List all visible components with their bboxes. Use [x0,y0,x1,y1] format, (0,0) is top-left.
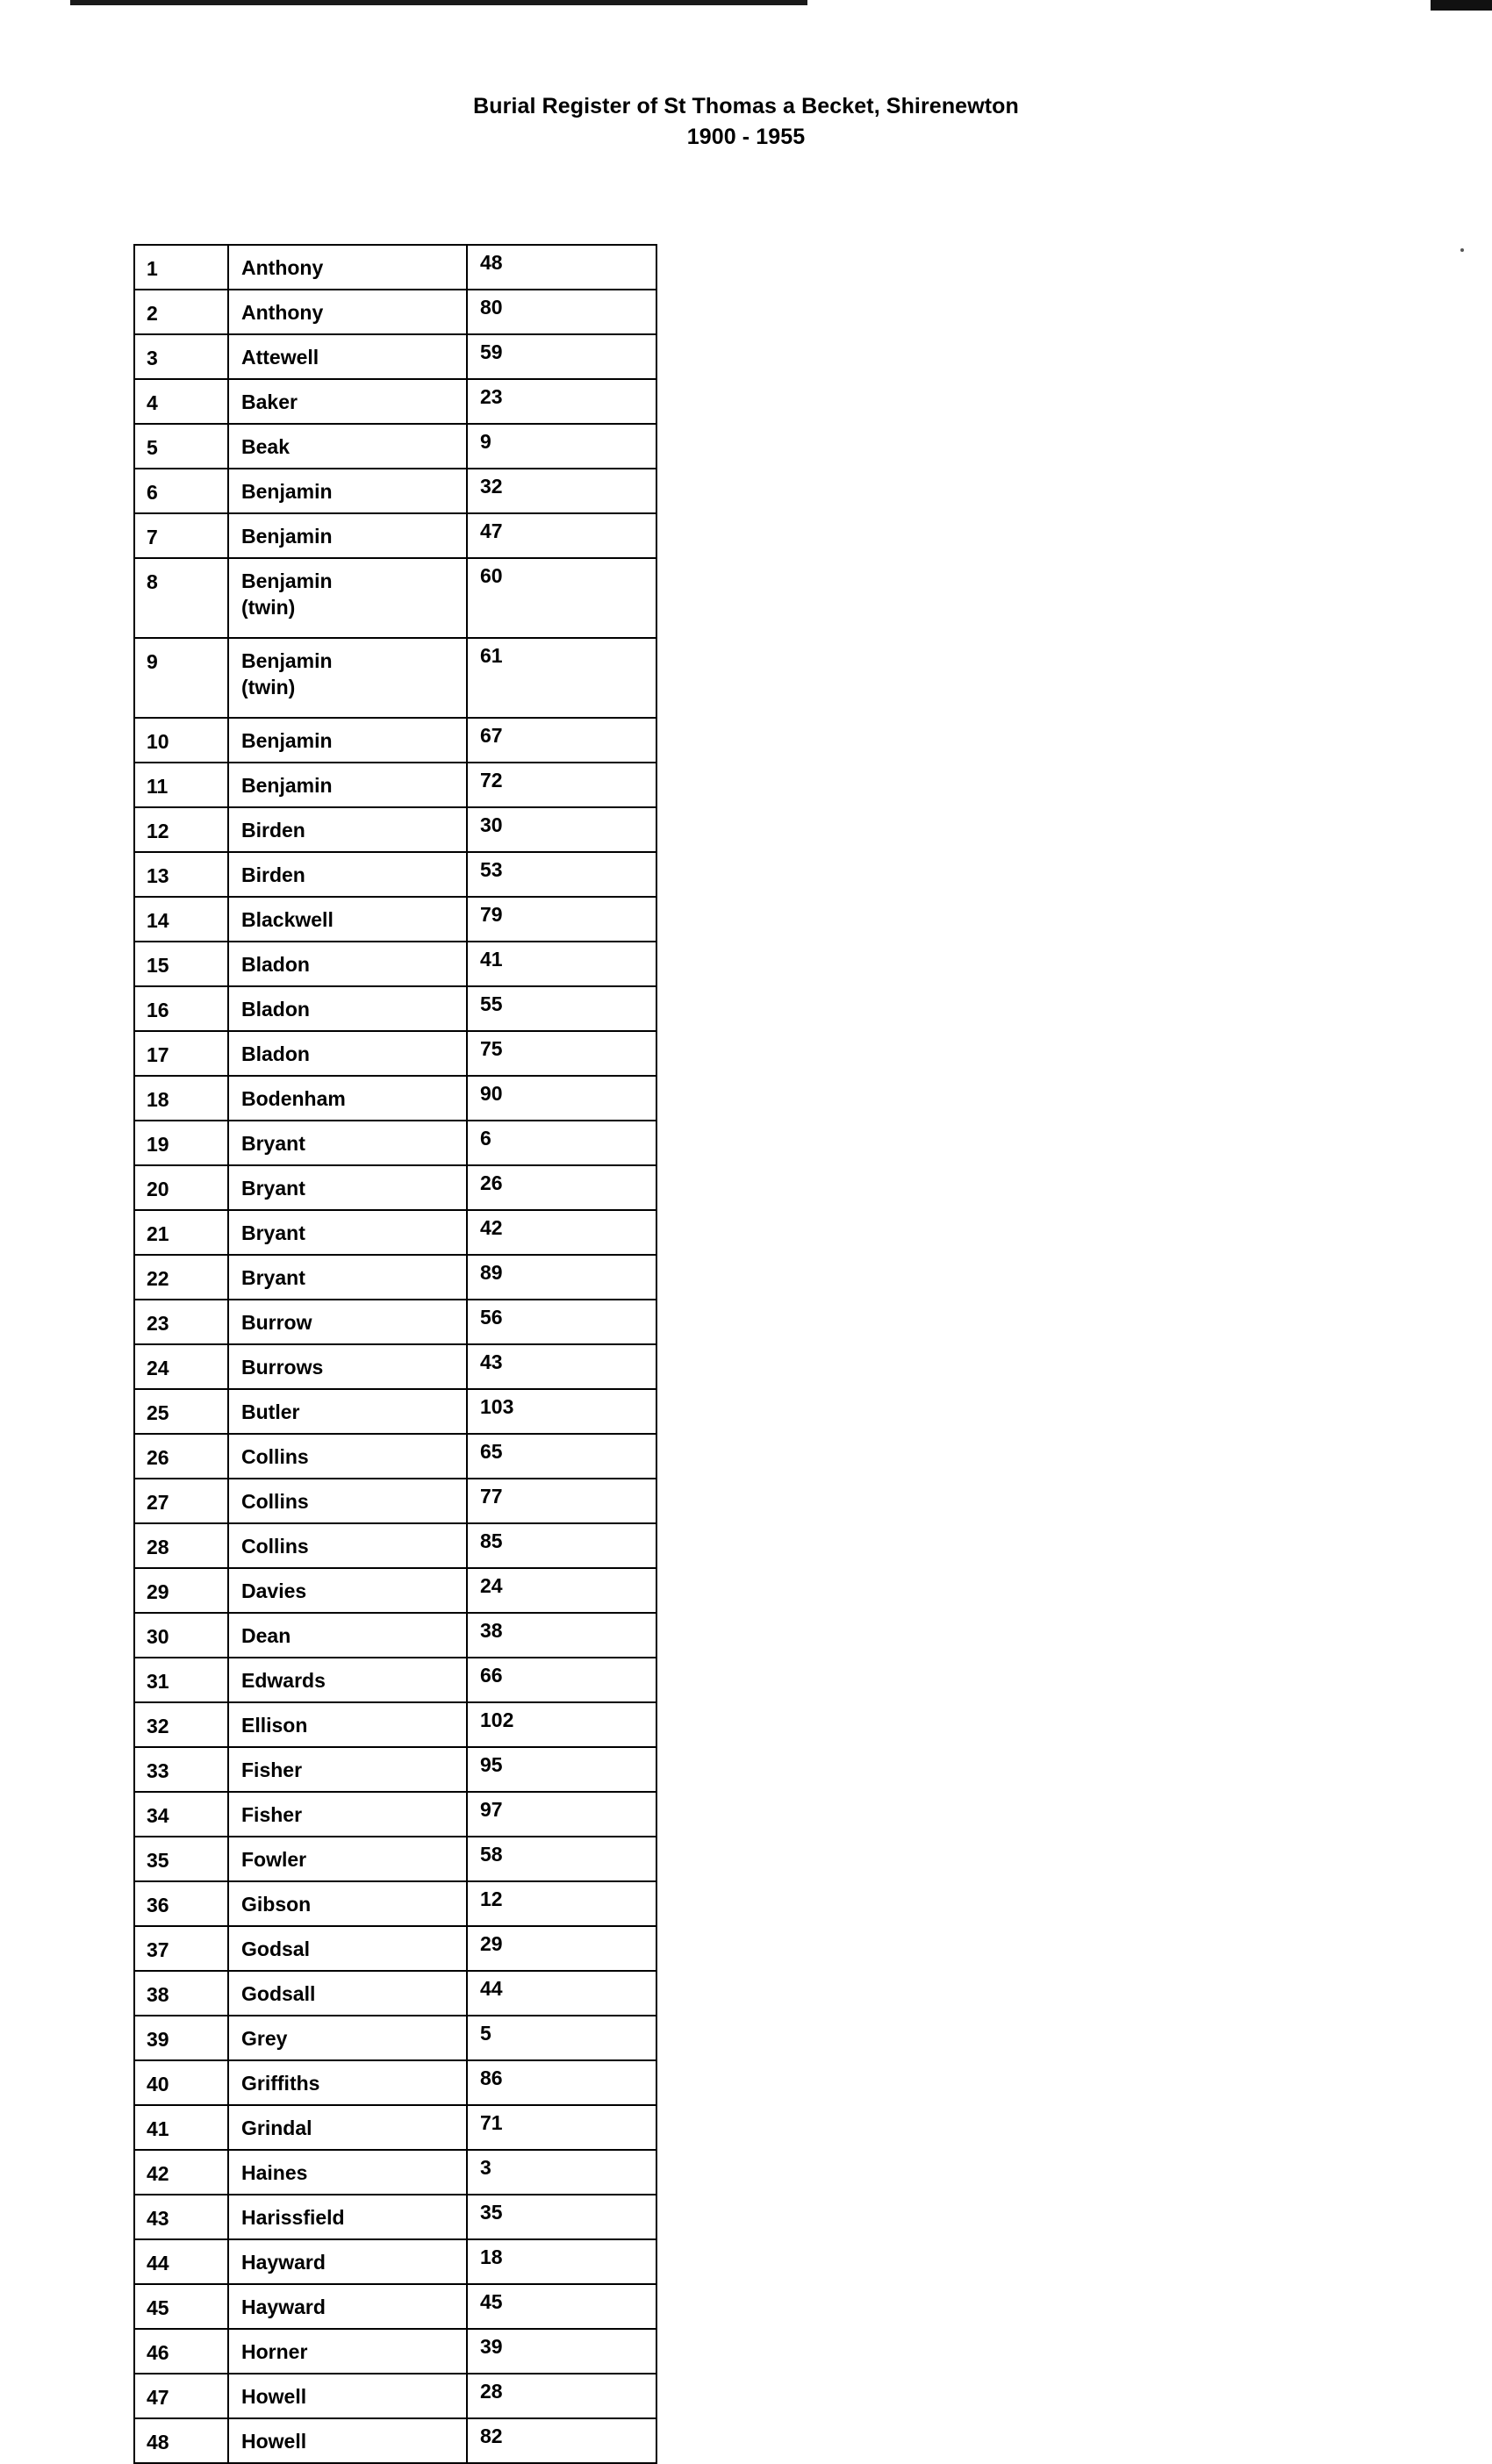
surname-text: Collins [241,1490,309,1513]
table-row [134,334,656,379]
surname-text: Attewell [241,346,319,369]
scan-artifact-top-left [70,0,807,5]
table-row [134,2060,656,2105]
surname-text: Ellison [241,1714,308,1737]
row-number: 2 [134,290,228,334]
row-number: 20 [134,1165,228,1210]
row-age: 42 [467,1210,656,1255]
row-surname [228,245,467,290]
row-number: 28 [134,1523,228,1568]
surname-text: Benjamin [241,649,333,672]
row-age: 41 [467,942,656,986]
row-number: 40 [134,2060,228,2105]
row-surname [228,558,467,638]
row-number: 19 [134,1121,228,1165]
row-number: 6 [134,469,228,513]
row-age: 77 [467,1479,656,1523]
row-age: 80 [467,290,656,334]
table-row [134,379,656,424]
table-row [134,2016,656,2060]
row-number: 46 [134,2329,228,2374]
row-surname [228,1702,467,1747]
row-age: 95 [467,1747,656,1792]
row-number: 15 [134,942,228,986]
row-number: 34 [134,1792,228,1837]
row-number: 36 [134,1881,228,1926]
surname-text: Howell [241,2385,307,2408]
surname-text: Griffiths [241,2072,320,2095]
table-row [134,897,656,942]
surname-text: Edwards [241,1669,326,1692]
row-surname [228,1881,467,1926]
row-age: 35 [467,2195,656,2239]
surname-text: Bryant [241,1132,305,1155]
row-age: 30 [467,807,656,852]
row-surname [228,2329,467,2374]
row-number: 3 [134,334,228,379]
table-row [134,1479,656,1523]
row-surname [228,1613,467,1658]
row-number: 37 [134,1926,228,1971]
table-row [134,2374,656,2418]
row-number: 26 [134,1434,228,1479]
row-surname [228,1031,467,1076]
surname-text: Haines [241,2161,308,2184]
row-number: 39 [134,2016,228,2060]
row-number: 9 [134,638,228,718]
row-surname [228,513,467,558]
row-number: 8 [134,558,228,638]
row-surname [228,986,467,1031]
row-surname [228,1523,467,1568]
row-age: 75 [467,1031,656,1076]
row-number: 47 [134,2374,228,2418]
table-row [134,1747,656,1792]
row-age: 28 [467,2374,656,2418]
table-row [134,1300,656,1344]
surname-text: Bladon [241,1042,310,1065]
burial-register-table [133,244,657,2464]
row-age: 60 [467,558,656,638]
row-number: 18 [134,1076,228,1121]
table-row [134,1926,656,1971]
row-age: 71 [467,2105,656,2150]
row-age: 53 [467,852,656,897]
table-row [134,513,656,558]
row-number: 12 [134,807,228,852]
row-surname [228,638,467,718]
row-age: 44 [467,1971,656,2016]
table-row [134,424,656,469]
row-surname [228,1344,467,1389]
row-number: 42 [134,2150,228,2195]
table-row [134,1121,656,1165]
row-age: 23 [467,379,656,424]
surname-text: Collins [241,1445,309,1468]
row-age: 82 [467,2418,656,2463]
table-row [134,1344,656,1389]
row-age: 18 [467,2239,656,2284]
surname-text: Horner [241,2340,308,2363]
row-surname [228,1747,467,1792]
row-number: 23 [134,1300,228,1344]
page-title-line-2: 1900 - 1955 [686,124,806,149]
row-surname [228,2060,467,2105]
surname-text: Fisher [241,1803,303,1826]
surname-text: Baker [241,390,298,413]
row-surname [228,942,467,986]
row-number: 41 [134,2105,228,2150]
row-age: 26 [467,1165,656,1210]
table-row [134,986,656,1031]
row-age: 5 [467,2016,656,2060]
page-title-line-1: Burial Register of St Thomas a Becket, Shirenewton [473,94,1019,118]
row-surname [228,1389,467,1434]
row-surname [228,852,467,897]
row-surname [228,1121,467,1165]
row-surname [228,1568,467,1613]
row-surname [228,1165,467,1210]
row-surname [228,1926,467,1971]
surname-text: Bryant [241,1221,305,1244]
table-row [134,1792,656,1837]
surname-text: Benjamin [241,569,333,592]
table-row [134,1881,656,1926]
row-age: 58 [467,1837,656,1881]
row-surname [228,1434,467,1479]
row-age: 79 [467,897,656,942]
row-surname [228,1792,467,1837]
row-surname [228,2284,467,2329]
row-surname [228,334,467,379]
table-row [134,1658,656,1702]
surname-text: Bryant [241,1266,305,1289]
table-row [134,2284,656,2329]
surname-text: Bladon [241,953,310,976]
surname-text: Beak [241,435,290,458]
row-number: 1 [134,245,228,290]
row-surname [228,897,467,942]
row-surname [228,1837,467,1881]
surname-text: Harissfield [241,2206,345,2229]
surname-note: (twin) [241,596,296,620]
row-age: 72 [467,763,656,807]
row-number: 22 [134,1255,228,1300]
row-surname [228,718,467,763]
surname-text: Anthony [241,301,324,324]
surname-text: Benjamin [241,525,333,548]
table-row [134,852,656,897]
table-row [134,1210,656,1255]
row-age: 24 [467,1568,656,1613]
row-number: 16 [134,986,228,1031]
table-row [134,638,656,718]
surname-text: Grindal [241,2117,312,2139]
surname-text: Fowler [241,1848,307,1871]
row-number: 14 [134,897,228,942]
row-age: 103 [467,1389,656,1434]
table-row [134,718,656,763]
table-row [134,1523,656,1568]
surname-text: Hayward [241,2296,326,2318]
row-surname [228,2016,467,2060]
table-row [134,2105,656,2150]
row-surname [228,290,467,334]
surname-text: Bryant [241,1177,305,1200]
surname-text: Birden [241,863,305,886]
row-age: 90 [467,1076,656,1121]
row-age: 86 [467,2060,656,2105]
surname-text: Godsal [241,1938,310,1960]
table-row [134,1165,656,1210]
table-row [134,1837,656,1881]
table-row [134,558,656,638]
row-age: 45 [467,2284,656,2329]
row-age: 32 [467,469,656,513]
table-row [134,1971,656,2016]
table-row [134,1076,656,1121]
row-number: 32 [134,1702,228,1747]
row-surname [228,2150,467,2195]
row-age: 61 [467,638,656,718]
table-row [134,469,656,513]
surname-text: Butler [241,1400,300,1423]
table-row [134,2150,656,2195]
table-row [134,1434,656,1479]
row-number: 25 [134,1389,228,1434]
page-title [0,91,1492,152]
row-age: 97 [467,1792,656,1837]
surname-text: Benjamin [241,774,333,797]
row-number: 17 [134,1031,228,1076]
row-age: 89 [467,1255,656,1300]
row-age: 85 [467,1523,656,1568]
row-age: 9 [467,424,656,469]
row-age: 12 [467,1881,656,1926]
row-age: 66 [467,1658,656,1702]
row-age: 102 [467,1702,656,1747]
table-row [134,2418,656,2463]
row-surname [228,1255,467,1300]
burial-register-body [134,245,656,2463]
table-row [134,807,656,852]
surname-text: Davies [241,1579,307,1602]
surname-text: Bodenham [241,1087,346,1110]
row-surname [228,469,467,513]
table-row [134,2329,656,2374]
surname-text: Burrows [241,1356,324,1379]
surname-text: Gibson [241,1893,312,1916]
table-row [134,290,656,334]
row-number: 30 [134,1613,228,1658]
row-surname [228,424,467,469]
row-age: 47 [467,513,656,558]
surname-text: Dean [241,1624,291,1647]
table-row [134,1031,656,1076]
row-age: 3 [467,2150,656,2195]
row-number: 4 [134,379,228,424]
scan-speck [1460,248,1464,252]
row-number: 33 [134,1747,228,1792]
row-number: 10 [134,718,228,763]
surname-text: Fisher [241,1758,303,1781]
surname-note: (twin) [241,676,296,699]
row-age: 38 [467,1613,656,1658]
row-age: 67 [467,718,656,763]
row-age: 29 [467,1926,656,1971]
row-number: 24 [134,1344,228,1389]
row-age: 43 [467,1344,656,1389]
row-surname [228,807,467,852]
surname-text: Bladon [241,998,310,1021]
row-surname [228,1971,467,2016]
surname-text: Grey [241,2027,288,2050]
row-age: 59 [467,334,656,379]
surname-text: Howell [241,2430,307,2453]
row-number: 35 [134,1837,228,1881]
row-number: 13 [134,852,228,897]
table-row [134,1255,656,1300]
row-number: 7 [134,513,228,558]
row-surname [228,1300,467,1344]
row-age: 48 [467,245,656,290]
row-number: 11 [134,763,228,807]
table-row [134,942,656,986]
surname-text: Collins [241,1535,309,1558]
row-number: 5 [134,424,228,469]
row-surname [228,2195,467,2239]
surname-text: Benjamin [241,480,333,503]
surname-text: Benjamin [241,729,333,752]
row-surname [228,1479,467,1523]
surname-text: Anthony [241,256,324,279]
surname-text: Birden [241,819,305,842]
table-row [134,2239,656,2284]
row-surname [228,2374,467,2418]
table-row [134,245,656,290]
row-surname [228,2105,467,2150]
table-row [134,763,656,807]
row-number: 29 [134,1568,228,1613]
row-number: 21 [134,1210,228,1255]
row-number: 44 [134,2239,228,2284]
surname-text: Blackwell [241,908,334,931]
row-number: 48 [134,2418,228,2463]
table-row [134,1613,656,1658]
table-row [134,1702,656,1747]
row-number: 38 [134,1971,228,2016]
scan-artifact-top-right [1431,0,1492,11]
table-row [134,1389,656,1434]
row-surname [228,1076,467,1121]
table-row [134,1568,656,1613]
row-number: 27 [134,1479,228,1523]
row-age: 56 [467,1300,656,1344]
row-number: 43 [134,2195,228,2239]
row-number: 45 [134,2284,228,2329]
row-age: 65 [467,1434,656,1479]
row-age: 55 [467,986,656,1031]
row-surname [228,2418,467,2463]
table-row [134,2195,656,2239]
row-surname [228,763,467,807]
surname-text: Burrow [241,1311,312,1334]
row-age: 39 [467,2329,656,2374]
surname-text: Godsall [241,1982,316,2005]
row-surname [228,1658,467,1702]
row-age: 6 [467,1121,656,1165]
row-surname [228,379,467,424]
row-number: 31 [134,1658,228,1702]
row-surname [228,1210,467,1255]
row-surname [228,2239,467,2284]
surname-text: Hayward [241,2251,326,2274]
